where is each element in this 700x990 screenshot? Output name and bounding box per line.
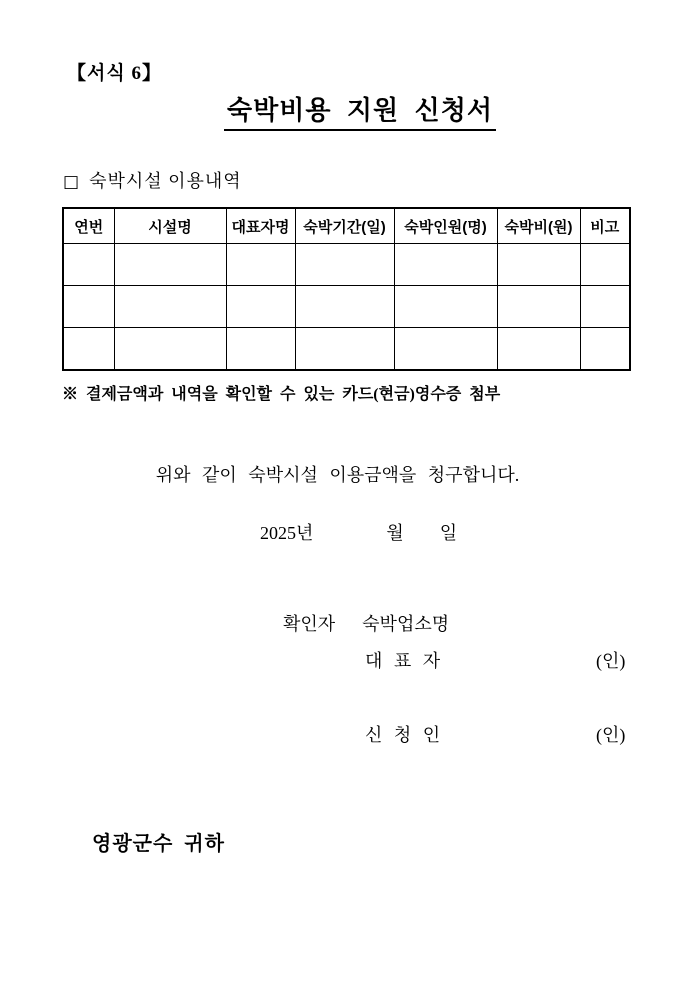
business-name-label: 숙박업소명 <box>362 614 450 634</box>
table-cell <box>580 244 630 286</box>
representative-label: 대 표 자 <box>365 651 441 671</box>
date-day: 일 <box>439 523 458 543</box>
table-header-cell: 시설명 <box>114 208 226 244</box>
page-title: 숙박비용 지원 신청서 <box>224 90 496 131</box>
table-cell <box>295 328 394 371</box>
form-number-label: 【서식 6】 <box>67 63 162 84</box>
table-header-cell: 숙박기간(일) <box>295 208 394 244</box>
representative-seal: (인) <box>596 651 626 671</box>
table-header-cell: 숙박인원(명) <box>394 208 497 244</box>
receipt-note: ※ 결제금액과 내역을 확인할 수 있는 카드(현금)영수증 첨부 <box>62 386 501 403</box>
table-cell <box>114 244 226 286</box>
table-header-cell: 숙박비(원) <box>497 208 580 244</box>
usage-table <box>62 207 631 371</box>
checkbox-icon: □ <box>63 172 81 192</box>
applicant-label: 신 청 인 <box>365 725 441 745</box>
table-cell <box>226 328 295 371</box>
table-cell <box>63 244 114 286</box>
table-cell <box>226 244 295 286</box>
table-header-row <box>63 208 630 244</box>
table-row <box>63 244 630 286</box>
table-cell <box>497 286 580 328</box>
table-cell <box>114 328 226 371</box>
recipient: 영광군수 귀하 <box>92 833 225 855</box>
table-cell <box>497 328 580 371</box>
table-cell <box>580 328 630 371</box>
table-cell <box>497 244 580 286</box>
section-heading-label: 숙박시설 이용내역 <box>89 171 242 191</box>
claim-statement: 위와 같이 숙박시설 이용금액을 청구합니다. <box>155 465 520 485</box>
table-row <box>63 328 630 371</box>
table-cell <box>226 286 295 328</box>
table-header-cell: 대표자명 <box>226 208 295 244</box>
date-month: 월 <box>386 523 404 543</box>
title-wrap <box>20 90 700 131</box>
table-cell <box>394 328 497 371</box>
confirmer-label: 확인자 <box>283 614 336 634</box>
confirmer-row <box>283 610 449 636</box>
table-cell <box>295 286 394 328</box>
table-header-cell: 비고 <box>580 208 630 244</box>
table-row <box>63 286 630 328</box>
table-header-cell: 연번 <box>63 208 114 244</box>
applicant-seal: (인) <box>596 725 626 745</box>
table-cell <box>295 244 394 286</box>
table-cell <box>114 286 226 328</box>
date-year: 2025년 <box>260 523 314 543</box>
table-cell <box>63 328 114 371</box>
table-body <box>63 244 630 371</box>
table-cell <box>394 286 497 328</box>
table-cell <box>580 286 630 328</box>
table-cell <box>394 244 497 286</box>
table-cell <box>63 286 114 328</box>
date-line <box>260 519 457 545</box>
section-heading <box>63 167 242 193</box>
